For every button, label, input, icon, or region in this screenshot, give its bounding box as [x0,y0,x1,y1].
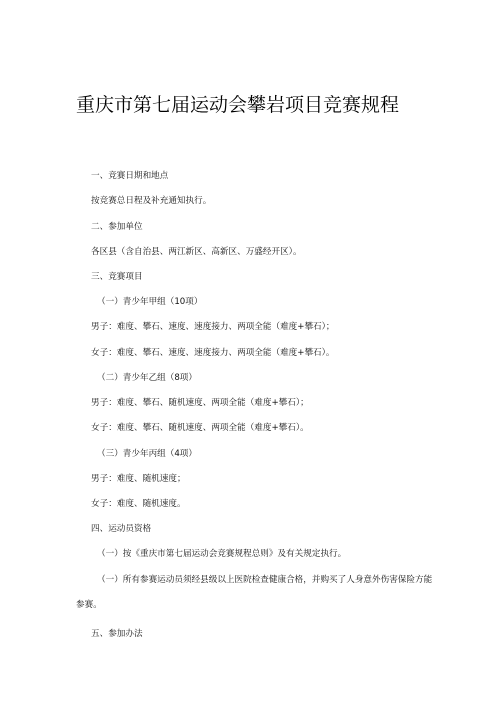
section-heading-participants: 二、参加单位 [91,222,143,232]
subheading-group-c: （三）青少年丙组（4项） [97,449,197,459]
paragraph: 男子：难度、攀石、随机速度、两项全能（难度+攀石）； [91,398,309,408]
document-title: 重庆市第七届运动会攀岩项目竞赛规程 [76,94,400,116]
subheading-group-a: （一）青少年甲组（10项） [97,297,203,307]
paragraph-continuation: 参赛。 [76,600,102,610]
section-heading-events: 三、竞赛项目 [91,272,143,282]
paragraph: （一）所有参赛运动员须经县级以上医院检查健康合格，并购买了人身意外伤害保险方能 [97,575,433,585]
subheading-group-b: （二）青少年乙组（8项） [97,373,197,383]
paragraph: 各区县（含自治县、两江新区、高新区、万盛经开区）。 [91,247,302,257]
paragraph: 女子：难度、随机速度。 [91,499,186,509]
paragraph: 按竞赛总日程及补充通知执行。 [91,196,212,206]
section-heading-dates: 一、竞赛日期和地点 [91,171,169,181]
paragraph: 男子：难度、攀石、速度、速度接力、两项全能（难度+攀石）； [91,322,335,332]
paragraph: 女子：难度、攀石、随机速度、两项全能（难度+攀石）。 [91,423,309,433]
paragraph: 女子：难度、攀石、速度、速度接力、两项全能（难度+攀石）。 [91,348,335,358]
paragraph: （一）按《重庆市第七届运动会竞赛规程总则》及有关规定执行。 [97,549,347,559]
paragraph: 男子：难度、随机速度； [91,474,186,484]
section-heading-method: 五、参加办法 [91,629,143,639]
section-heading-eligibility: 四、运动员资格 [91,524,152,534]
